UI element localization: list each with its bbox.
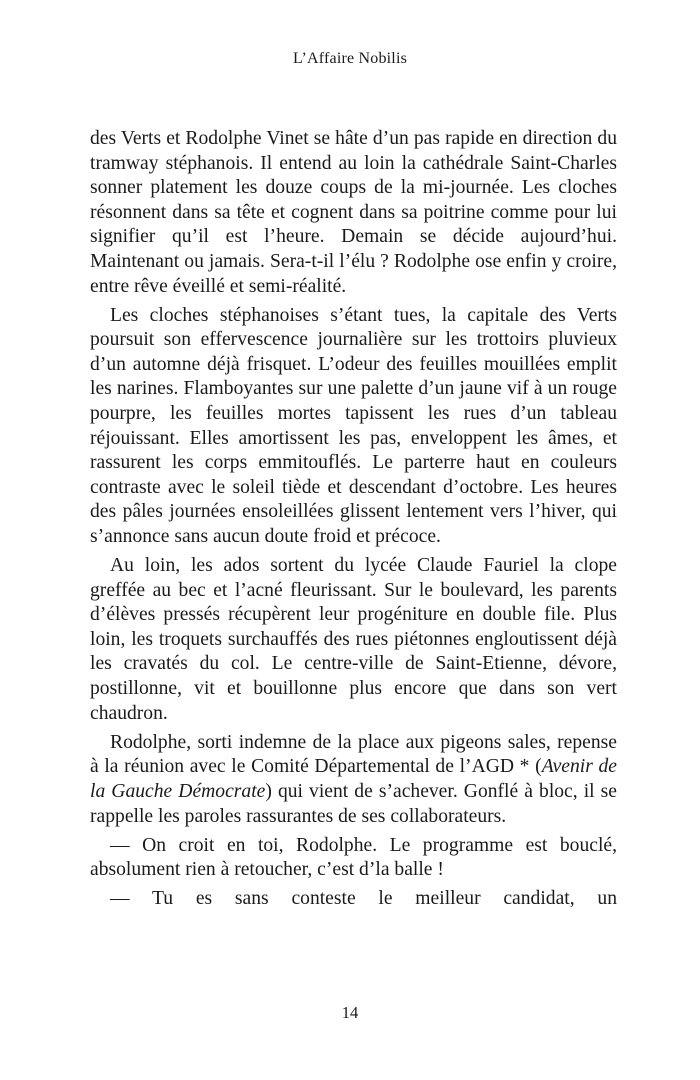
paragraph-4-start: Rodolphe, sorti indemne de la place aux pigeons sales, repense à la réunion avec le Comité Départemental de l’AGD * ( <box>90 731 617 778</box>
dialogue-line-2: — Tu es sans conteste le meilleur candidat, un <box>110 888 617 910</box>
paragraph-4-end: ) qui vient de s’achever. Gonflé à bloc, il se rappelle les paroles rassurantes de ses collaborateurs. <box>90 780 617 827</box>
paragraph-4 <box>90 731 617 829</box>
running-title: L’Affaire Nobilis <box>292 50 408 67</box>
paragraph-2: Les cloches stéphanoises s’étant tues, la capitale des Verts poursuit son effervescence journalière sur les trottoirs pluvieux d’un automne déjà frisquet. L’odeur des feuilles mouillées emplit les narines. Flamboyantes sur une palette d’un jaune vif à un rouge pourpre, les feuilles mortes tapissent les rues d’un tableau réjouissant. Elles amortissent les pas, enveloppent les âmes, et rassurent les corps emmitouflés. Le parterre haut en couleurs contraste avec le soleil tiède et descendant d’octobre. Les heures des pâles journées ensoleillées glissent lentement vers l’hiver, qui s’annonce sans aucun doute froid et précoce. <box>90 304 617 547</box>
dialogue-line-1: — On croit en toi, Rodolphe. Le programme est bouclé, absolument rien à retoucher, c’est d’la balle ! <box>90 834 617 881</box>
party-name-italic: Avenir de la Gauche Démocrate <box>90 756 617 802</box>
body-text <box>90 127 617 916</box>
paragraph-3: Au loin, les ados sortent du lycée Claude Fauriel la clope greffée au bec et l’acné fleurissant. Sur le boulevard, les parents d’élèves pressés récupèrent leur progéniture en double file. Plus loin, les troquets surchauffés des rues piétonnes engloutissent déjà les cravatés du col. Le centre-ville de Saint-Etienne, dévore, postillonne, vit et bouillonne plus encore que dans son vert chaudron. <box>90 555 617 724</box>
page-number: 14 <box>341 1003 359 1022</box>
paragraph-1: des Verts et Rodolphe Vinet se hâte d’un pas rapide en direction du tramway stéphanois. Il entend au loin la cathédrale Saint-Charles sonner platement les douze coups de la mi-journée. Les cloches résonnent dans sa tête et cognent dans sa poitrine comme pour lui signifier qu’il est l’heure. Demain se décide aujourd’hui. Maintenant ou jamais. Sera-t-il l’élu ? Rodolphe ose enfin y croire, entre rêve éveillé et semi-réalité. <box>90 128 617 297</box>
